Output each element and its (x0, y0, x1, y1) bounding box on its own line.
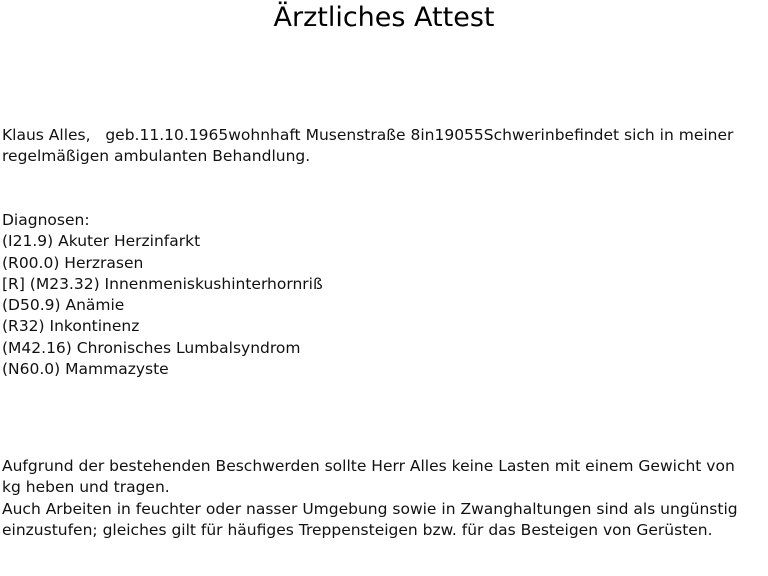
patient-name: Klaus Alles, (2, 126, 91, 144)
diagnosis-item: (M42.16) Chronisches Lumbalsyndrom (2, 338, 301, 357)
residence-label: wohnhaft (228, 126, 301, 144)
diagnosis-item: (I21.9) Akuter Herzinfarkt (2, 232, 201, 251)
diagnosis-item: (N60.0) Mammazyste (2, 360, 169, 379)
city: Schwerin (483, 126, 555, 144)
closing-line: einzustufen; gleiches gilt für häufiges Treppensteigen bzw. für das Besteigen von Gerüsten. (2, 520, 713, 539)
diagnosis-item: (D50.9) Anämie (2, 296, 125, 315)
diagnosis-item: (R32) Inkontinenz (2, 317, 140, 336)
diagnosis-item: (R00.0) Herzrasen (2, 253, 144, 272)
birth-date: geb.11.10.1965 (105, 126, 229, 144)
intro-paragraph (2, 125, 764, 168)
diagnoses-list (2, 231, 764, 380)
diagnoses-section (2, 210, 764, 380)
closing-line: Auch Arbeiten in feuchter oder nasser Umgebung sowie in Zwanghaltungen sind als ungünstig (2, 499, 738, 518)
closing-paragraph (2, 456, 764, 541)
street-address: Musenstraße 8 (305, 126, 421, 144)
document-title: Ärztliches Attest (273, 2, 495, 33)
statement-line-1: befindet sich in meiner (554, 126, 734, 144)
closing-line: kg heben und tragen. (2, 478, 170, 497)
in-word: in (420, 126, 435, 144)
statement-line-2: regelmäßigen ambulanten Behandlung. (2, 147, 311, 166)
diagnosis-item: [R] (M23.32) Innenmeniskushinterhornriß (2, 274, 323, 293)
zip-code: 19055 (434, 126, 484, 144)
intro-line-1 (2, 125, 764, 146)
diagnoses-heading: Diagnosen: (2, 211, 90, 229)
closing-line: Aufgrund der bestehenden Beschwerden sollte Herr Alles keine Lasten mit einem Gewicht von (2, 457, 735, 475)
